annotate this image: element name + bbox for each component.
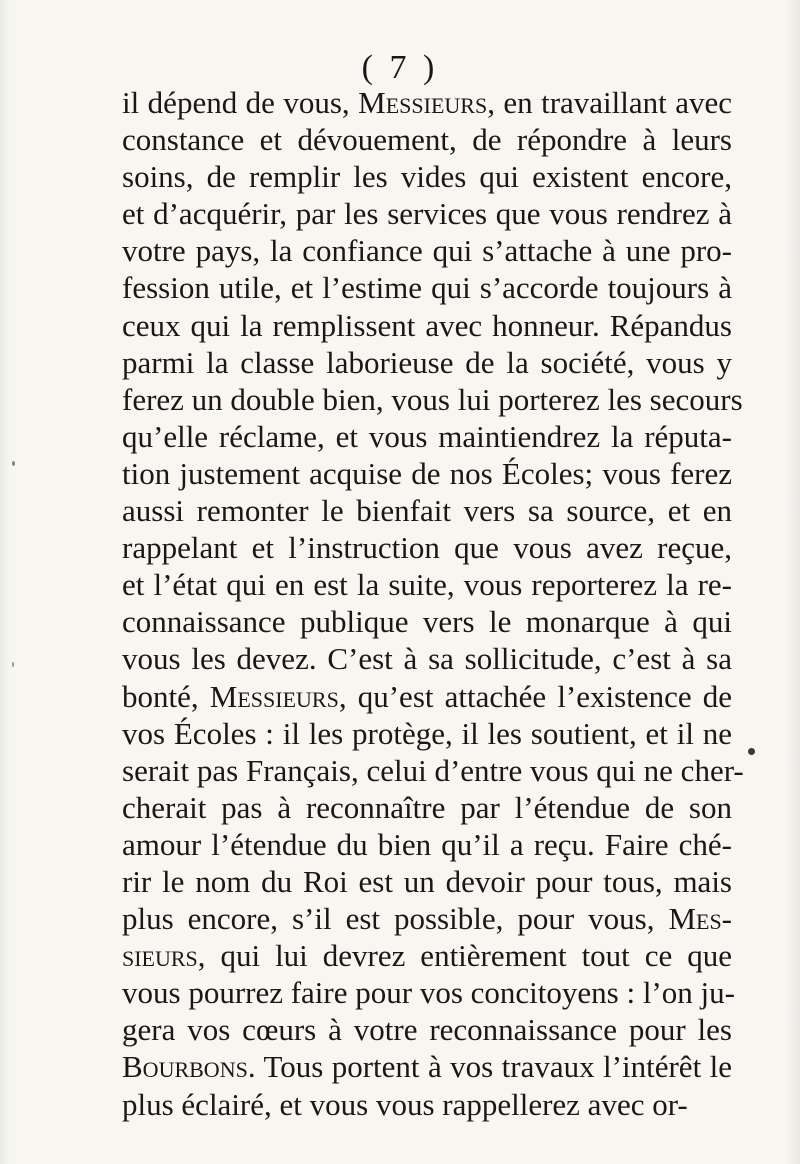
text-run: bonté, — [122, 678, 210, 714]
text-line — [122, 121, 732, 158]
text-line — [122, 455, 732, 492]
text-run: . Tous portent à vos travaux l’intérêt le — [247, 1049, 732, 1085]
text-line — [122, 678, 732, 715]
text-line — [122, 158, 732, 195]
ink-speck — [12, 461, 15, 466]
text-run: parmi la classe laborieuse de la société, vous y — [122, 344, 732, 380]
ink-speck — [748, 748, 755, 755]
text-run: plus encore, s’il est possible, pour vous, — [122, 901, 669, 937]
text-run: serait pas Français, celui d’entre vous qui ne cher- — [122, 752, 744, 788]
text-line — [122, 566, 732, 603]
text-line — [122, 381, 743, 418]
text-line — [122, 1011, 732, 1048]
text-line — [122, 974, 735, 1011]
text-line — [122, 418, 732, 455]
page-number: ( 7 ) — [361, 49, 439, 86]
small-caps-text: Bourbons — [122, 1049, 248, 1085]
text-run: amour l’étendue du bien qu’il a reçu. Faire ché- — [122, 826, 732, 862]
text-run: ceux qui la remplissent avec honneur. Répandus — [122, 307, 732, 343]
ink-speck — [12, 662, 14, 667]
text-line — [122, 640, 732, 677]
text-line — [122, 344, 732, 381]
text-run: et d’acquérir, par les services que vous rendrez à — [122, 196, 732, 232]
text-run: vous pourrez faire pour vos concitoyens : l’on ju- — [122, 975, 735, 1011]
text-line — [122, 826, 732, 863]
small-caps-text: sieurs — [122, 938, 198, 974]
text-line — [122, 752, 744, 789]
text-run: vous les devez. C’est à sa sollicitude, c’est à sa — [122, 641, 732, 677]
text-run: fession utile, et l’estime qui s’accorde toujours à — [122, 270, 732, 306]
text-line — [122, 195, 732, 232]
page-right-shadow — [786, 0, 800, 1164]
text-line — [122, 307, 732, 344]
text-line — [122, 84, 732, 121]
text-run: , en travaillant avec — [487, 85, 732, 120]
text-line — [122, 715, 732, 752]
small-caps-text: Mes- — [668, 901, 732, 937]
text-line — [122, 269, 732, 306]
body-text — [122, 84, 744, 1123]
text-line — [122, 492, 732, 529]
text-run: plus éclairé, et vous vous rappellerez avec or- — [122, 1086, 688, 1122]
text-run: tion justement acquise de nos Écoles; vous ferez — [122, 455, 732, 491]
text-line — [122, 603, 732, 640]
text-run: vos Écoles : il les protège, il les soutient, et il ne — [122, 715, 732, 751]
small-caps-text: Messieurs — [358, 85, 488, 120]
text-run: constance et dévouement, de répondre à leurs — [122, 122, 732, 158]
text-run: rir le nom du Roi est un devoir pour tous, mais — [122, 863, 732, 899]
text-run: connaissance publique vers le monarque à qui — [122, 604, 732, 640]
small-caps-text: Messieurs — [209, 678, 339, 714]
page-left-shadow — [0, 0, 10, 1164]
text-run: cherait pas à reconnaître par l’étendue de son — [122, 789, 732, 825]
text-run: et l’état qui en est la suite, vous reporterez la re- — [122, 567, 732, 603]
text-run: votre pays, la confiance qui s’attache à une pro- — [122, 233, 732, 269]
text-run: soins, de remplir les vides qui existent encore, — [122, 159, 732, 195]
text-line — [122, 232, 732, 269]
text-run: gera vos cœurs à votre reconnaissance pour les — [122, 1012, 732, 1048]
text-line — [122, 529, 732, 566]
text-line — [122, 1086, 732, 1123]
text-line — [122, 863, 732, 900]
text-run: , qu’est attachée l’existence de — [338, 678, 732, 714]
text-run: , qui lui devrez entièrement tout ce que — [197, 938, 732, 974]
text-line — [122, 1048, 732, 1085]
text-run: ferez un double bien, vous lui porterez les secours — [122, 381, 743, 417]
text-line — [122, 937, 732, 974]
text-run: qu’elle réclame, et vous maintiendrez la réputa- — [122, 418, 732, 454]
text-run: rappelant et l’instruction que vous avez reçue, — [122, 530, 732, 566]
text-run: il dépend de vous, — [122, 85, 359, 120]
text-line — [122, 789, 732, 826]
text-run: aussi remonter le bienfait vers sa source, et en — [122, 493, 732, 529]
text-line — [122, 900, 732, 937]
